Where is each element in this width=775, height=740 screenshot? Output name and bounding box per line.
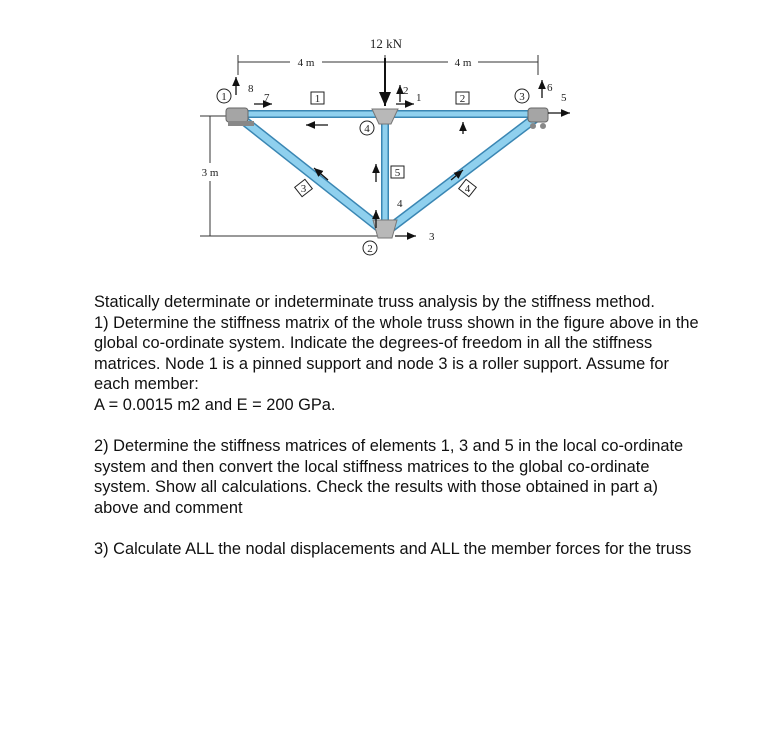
member-5-label: 5 xyxy=(394,167,401,179)
material-properties: A = 0.0015 m2 and E = 200 GPa. xyxy=(94,395,336,414)
dof-5-label: 5 xyxy=(561,92,567,104)
dof-8-label: 8 xyxy=(248,83,254,95)
height-label: 3 m xyxy=(201,167,219,179)
question-3-text: 3) Calculate ALL the nodal displacements and ALL the member forces for the truss xyxy=(94,540,692,559)
dof-3-label: 3 xyxy=(429,231,435,243)
truss-members xyxy=(238,114,538,232)
truss-figure xyxy=(0,0,775,280)
dof-2-label: 2 xyxy=(403,85,409,97)
node-4-label: 4 xyxy=(364,123,370,135)
problem-statement xyxy=(94,292,704,560)
dof-1-label: 1 xyxy=(416,92,422,104)
dof-6-label: 6 xyxy=(547,82,553,94)
intro-text: Statically determinate or indeterminate truss analysis by the stiffness method. xyxy=(94,293,655,311)
node-3-label: 3 xyxy=(519,91,525,103)
dof-7-label: 7 xyxy=(264,92,270,104)
node-2-label: 2 xyxy=(367,243,373,255)
member-1-label: 1 xyxy=(314,93,321,105)
question-2-text: 2) Determine the stiffness matrices of elements 1, 3 and 5 in the local co-ordinate system and then convert the local stiffness matrices to the global co-ordinate system. Show all calculations. Check the results with those obtained in part a) above and comment xyxy=(94,437,684,517)
question-1-text: 1) Determine the stiffness matrix of the whole truss shown in the figure above in the global co-ordinate system. Indicate the degrees-of freedom in all the stiffness matrices. Node 1 is a pinned support and node 3 is a roller support. Assume for each member: xyxy=(94,313,699,394)
member-4-label: 4 xyxy=(464,183,471,195)
span-right-label: 4 m xyxy=(454,57,472,69)
dof-4-label: 4 xyxy=(397,198,403,210)
roller-support xyxy=(528,108,548,129)
node-1-label: 1 xyxy=(221,91,227,103)
load-label: 12 kN xyxy=(369,36,403,51)
span-left-label: 4 m xyxy=(297,57,315,69)
member-3-label: 3 xyxy=(300,183,307,195)
member-2-label: 2 xyxy=(459,93,466,105)
